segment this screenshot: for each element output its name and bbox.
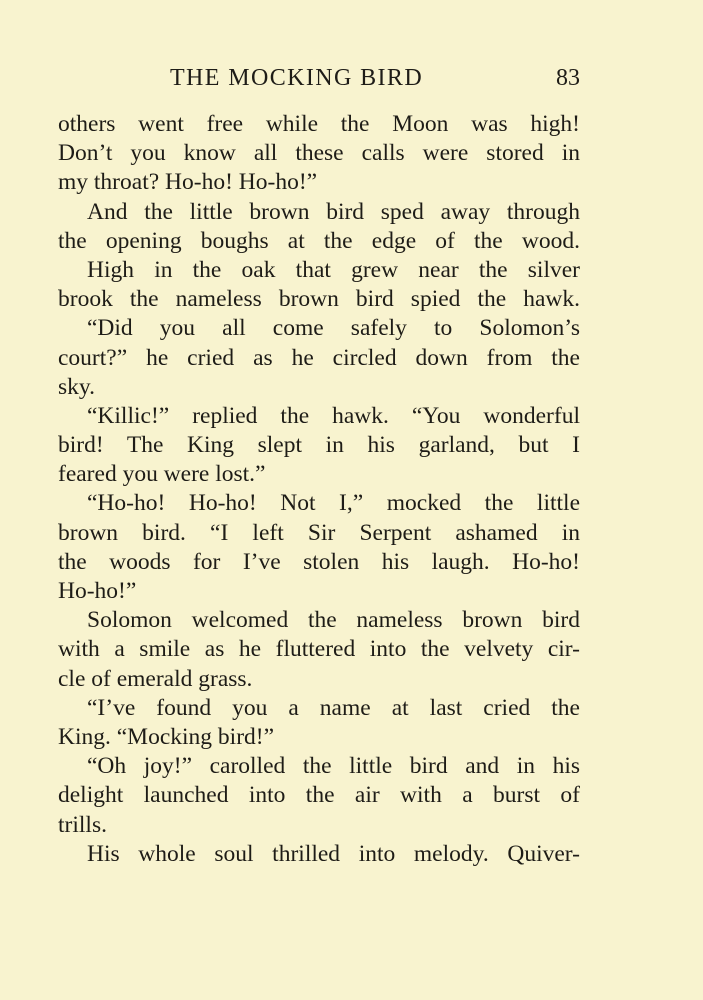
text-line: “Oh joy!” carolled the little bird and in his (87, 753, 580, 780)
text-line: the opening boughs at the edge of the wood. (58, 227, 580, 254)
text-line: Ho-ho!” (58, 578, 137, 604)
text-line: bird! The King slept in his garland, but I (58, 432, 580, 459)
text-line: “Ho-ho! Ho-ho! Not I,” mocked the little (87, 490, 580, 517)
text-line: sky. (58, 373, 95, 400)
text-line: the woods for I’ve stolen his laugh. Ho-ho! (58, 548, 580, 575)
page-number: 83 (556, 65, 580, 91)
text-line: my throat? Ho-ho! Ho-ho!” (58, 169, 318, 196)
text-line: “Did you all come safely to Solomon’s (87, 315, 580, 342)
text-line: feared you were lost.” (58, 461, 266, 488)
chapter-title: THE MOCKING BIRD (170, 65, 424, 91)
text-line: High in the oak that grew near the silver (87, 256, 580, 283)
body-text (58, 110, 580, 869)
text-line: King. “Mocking bird!” (58, 723, 275, 750)
text-line: court?” he cried as he circled down from the (58, 344, 580, 371)
text-line: brown bird. “I left Sir Serpent ashamed in (58, 519, 580, 546)
text-line: Don’t you know all these calls were stored in (58, 140, 580, 167)
text-line: “Killic!” replied the hawk. “You wonderful (87, 402, 580, 429)
text-line: brook the nameless brown bird spied the hawk. (58, 286, 580, 313)
text-line: with a smile as he fluttered into the velvety cir- (58, 636, 580, 663)
text-line: “I’ve found you a name at last cried the (87, 694, 580, 721)
text-line: And the little brown bird sped away through (87, 198, 580, 225)
text-line: cle of emerald grass. (58, 665, 253, 692)
text-line: His whole soul thrilled into melody. Quiver- (87, 840, 580, 867)
text-line: Solomon welcomed the nameless brown bird (87, 607, 580, 634)
text-line: trills. (58, 811, 107, 838)
running-header (58, 62, 580, 94)
text-line: others went free while the Moon was high! (58, 111, 580, 137)
text-line: delight launched into the air with a burst of (58, 782, 580, 809)
